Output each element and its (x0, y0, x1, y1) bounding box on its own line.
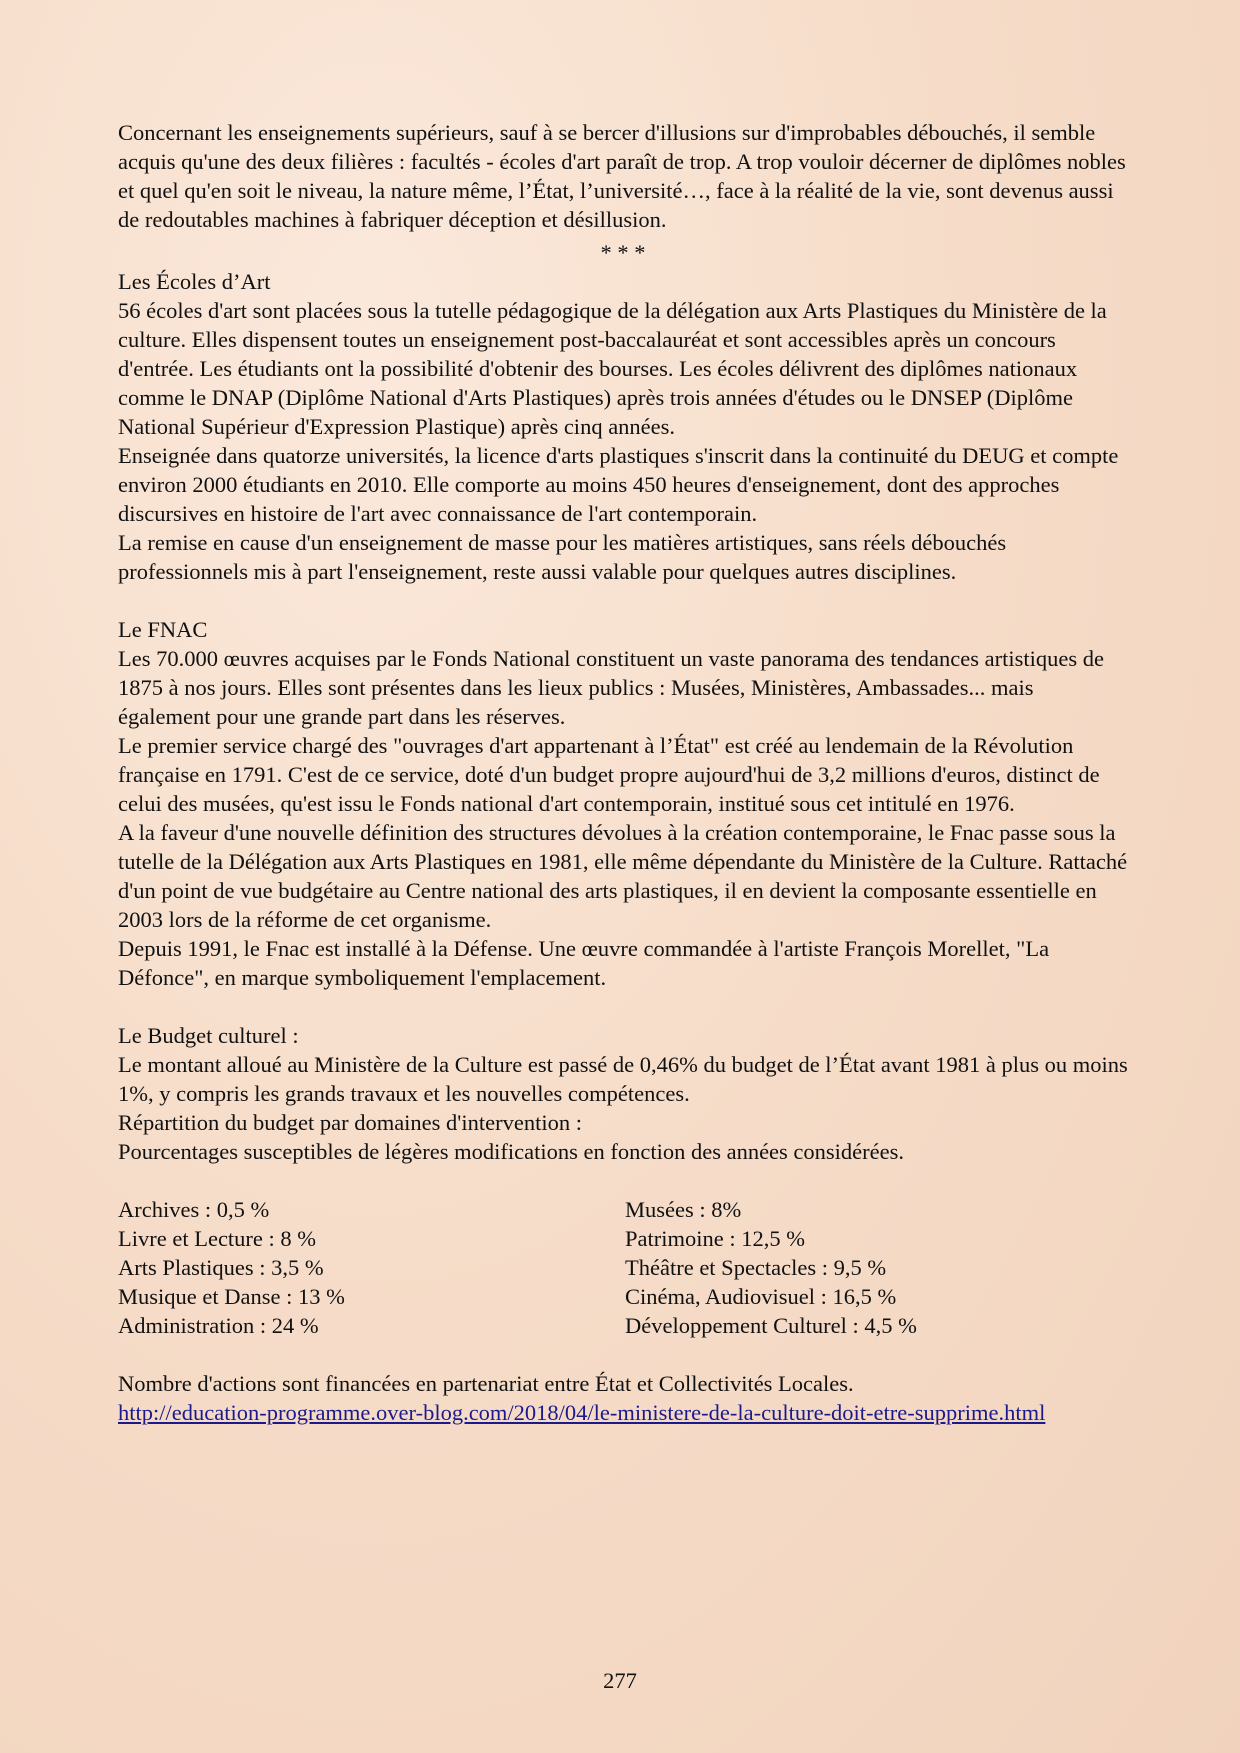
budget-heading: Le Budget culturel : (118, 1023, 299, 1048)
budget-item: Administration : 24 % (118, 1313, 319, 1338)
intro-paragraph: Concernant les enseignements supérieurs, sauf à se bercer d'illusions sur d'improbables débouchés, il semble acquis qu'une des deux filières : facultés - écoles d'art paraît de trop. A trop vouloir décerner de diplômes nobles et quel qu'en soit le niveau, la nature même, l’État, l’université…, face à la réalité de la vie, sont devenus aussi de redoutables machines à fabriquer déception et désillusion. (118, 120, 1126, 232)
budget-item: Arts Plastiques : 3,5 % (118, 1255, 324, 1280)
spacer (118, 992, 1128, 1021)
fnac-paragraph: Le premier service chargé des "ouvrages d'art appartenant à l’État" est créé au lendemain de la Révolution française en 1791. C'est de ce service, doté d'un budget propre aujourd'hui de 3,2 millions d'euros, distinct de celui des musées, qu'est issu le Fonds national d'art contemporain, institué sous cet intitulé en 1976. (118, 733, 1100, 816)
budget-item: Livre et Lecture : 8 % (118, 1226, 317, 1251)
budget-item: Musique et Danse : 13 % (118, 1284, 345, 1309)
budget-item: Développement Culturel : 4,5 % (625, 1313, 917, 1338)
budget-paragraph: Pourcentages susceptibles de légères modifications en fonction des années considérées. (118, 1139, 904, 1164)
fnac-paragraph: Depuis 1991, le Fnac est installé à la Défense. Une œuvre commandée à l'artiste François Morellet, "La Défonce", en marque symboliquement l'emplacement. (118, 936, 1050, 990)
budget-item: Archives : 0,5 % (118, 1197, 270, 1222)
fnac-paragraph: Les 70.000 œuvres acquises par le Fonds National constituent un vaste panorama des tendances artistiques de 1875 à nos jours. Elles sont présentes dans les lieux publics : Musées, Ministères, Ambassades... mais également pour une grande part dans les réserves. (118, 646, 1104, 729)
ecoles-paragraph: La remise en cause d'un enseignement de masse pour les matières artistiques, sans réels débouchés professionnels mis à part l'enseignement, reste aussi valable pour quelques autres disciplines. (118, 530, 1007, 584)
ecoles-paragraph: 56 écoles d'art sont placées sous la tutelle pédagogique de la délégation aux Arts Plastiques du Ministère de la culture. Elles dispensent toutes un enseignement post-baccalauréat et sont accessibles après un concours d'entrée. Les étudiants ont la possibilité d'obtenir des bourses. Les écoles délivrent des diplômes nationaux comme le DNAP (Diplôme National d'Arts Plastiques) après trois années d'études ou le DNSEP (Diplôme National Supérieur d'Expression Plastique) après cinq années. (118, 298, 1107, 439)
budget-item: Théâtre et Spectacles : 9,5 % (625, 1255, 887, 1280)
source-link-container (118, 1398, 1128, 1427)
fnac-paragraph: A la faveur d'une nouvelle définition des structures dévolues à la création contemporaine, le Fnac passe sous la tutelle de la Délégation aux Arts Plastiques en 1981, elle même dépendante du Ministère de la Culture. Rattaché d'un point de vue budgétaire au Centre national des arts plastiques, il en devient la composante essentielle en 2003 lors de la réforme de cet organisme. (118, 820, 1128, 932)
budget-item: Musées : 8% (625, 1197, 742, 1222)
page-number: 277 (603, 1668, 637, 1693)
ecoles-paragraph: Enseignée dans quatorze universités, la licence d'arts plastiques s'inscrit dans la continuité du DEUG et compte environ 2000 étudiants en 2010. Elle comporte au moins 450 heures d'enseignement, dont des approches discursives en histoire de l'art avec connaissance de l'art contemporain. (118, 443, 1119, 526)
document-page (118, 118, 1128, 1427)
section-separator: * * * (600, 240, 646, 265)
budget-item: Cinéma, Audiovisuel : 16,5 % (625, 1284, 897, 1309)
spacer (118, 1340, 1128, 1369)
source-link[interactable]: http://education-programme.over-blog.com/2018/04/le-ministere-de-la-culture-doit-etre-supprime.html (118, 1400, 1046, 1425)
fnac-heading: Le FNAC (118, 617, 208, 642)
ecoles-heading: Les Écoles d’Art (118, 269, 271, 294)
budget-paragraph: Répartition du budget par domaines d'intervention : (118, 1110, 582, 1135)
budget-breakdown-table (118, 1195, 1128, 1340)
budget-item: Patrimoine : 12,5 % (625, 1226, 805, 1251)
closing-paragraph: Nombre d'actions sont financées en partenariat entre État et Collectivités Locales. (118, 1371, 854, 1396)
budget-paragraph: Le montant alloué au Ministère de la Culture est passé de 0,46% du budget de l’État avant 1981 à plus ou moins 1%, y compris les grands travaux et les nouvelles compétences. (118, 1052, 1128, 1106)
spacer (118, 586, 1128, 615)
spacer (118, 1166, 1128, 1195)
